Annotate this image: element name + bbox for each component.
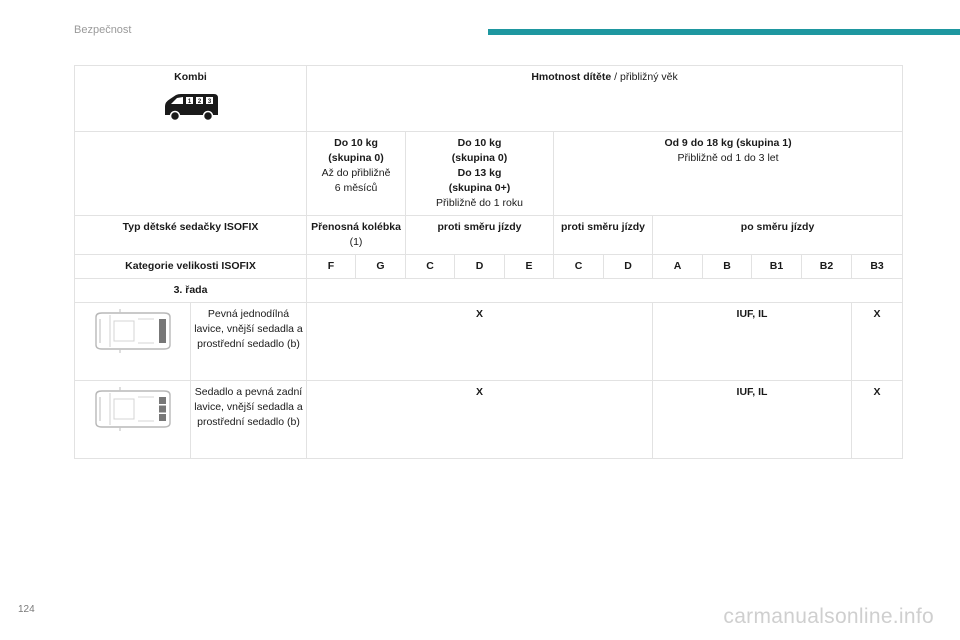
seat-compat-cell: IUF, IL [653,303,852,381]
child-weight-header [307,66,903,132]
group-1-cell [554,132,903,216]
weight-header-rest: / přibližný věk [611,71,678,83]
size-category-label: Kategorie velikosti ISOFIX [75,255,307,279]
seat-compat-cell: X [307,303,653,381]
size-category-cell: B2 [802,255,852,279]
row-3-label: 3. řada [75,279,307,303]
seat-compat-cell: X [307,381,653,459]
size-category-cell: C [554,255,604,279]
rear-facing-label-2: proti směru jízdy [554,216,653,255]
group-1-weight: Od 9 do 18 kg (skupina 1) [664,137,792,149]
group-1-age: Přibližně od 1 do 3 let [677,152,779,164]
size-category-cell: E [505,255,554,279]
size-category-cell: D [604,255,653,279]
section-title: Bezpečnost [74,24,132,36]
seat-type-label: Typ dětské sedačky ISOFIX [75,216,307,255]
empty-cell [75,132,307,216]
table-row [75,303,903,381]
group-0-age-2: 6 měsíců [334,182,378,194]
van-icon [162,93,220,123]
group-0plus-name-2: (skupina 0+) [448,182,511,194]
watermark-text: carmanualsonline.info [723,605,934,628]
weight-header-bold: Hmotnost dítěte [531,71,612,83]
seat-compat-cell: X [852,303,903,381]
seat-description: Pevná jednodílná lavice, vnější sedadla a prostřední sedadlo (b) [191,303,307,381]
forward-facing-label: po směru jízdy [653,216,903,255]
carrycot-label: Přenosná kolébka [311,221,401,233]
group-0-age-1: Až do přibližně [321,167,391,179]
group-0plus-weight-2: Do 13 kg [457,167,502,179]
size-category-cell: B [703,255,752,279]
size-category-cell: G [356,255,406,279]
size-category-cell: D [455,255,505,279]
group-0plus-cell [406,132,554,216]
header-accent-bar [488,29,960,35]
seat-compat-cell: X [852,381,903,459]
page-number: 124 [18,604,35,615]
rear-facing-label: proti směru jízdy [406,216,554,255]
size-category-cell: B3 [852,255,903,279]
svg-text:3: 3 [207,99,211,105]
seat-diagram-cell [75,381,191,459]
group-0plus-age: Přibližně do 1 roku [436,197,523,209]
group-0plus-name-1: (skupina 0) [451,152,508,164]
seat-compat-cell: IUF, IL [653,381,852,459]
size-category-cell: F [307,255,356,279]
group-0-cell [307,132,406,216]
size-category-cell: B1 [752,255,802,279]
vehicle-cell [75,66,307,132]
svg-text:2: 2 [197,99,201,105]
seat-description: Sedadlo a pevná zadní lavice, vnější sedadla a prostřední sedadlo (b) [191,381,307,459]
carrycot-note: (1) [349,236,363,248]
svg-text:1: 1 [187,99,191,105]
isofix-table [74,65,903,459]
table-row [75,381,903,459]
size-category-cell: C [406,255,455,279]
vehicle-label: Kombi [174,71,207,83]
empty-cell [307,279,903,303]
group-0-name: (skupina 0) [328,152,384,164]
seat-diagram-cell [75,303,191,381]
group-0-weight: Do 10 kg [334,137,378,149]
group-0plus-weight-1: Do 10 kg [457,137,502,149]
car-top-view-icon [90,309,176,353]
carrycot-cell [307,216,406,255]
size-category-cell: A [653,255,703,279]
car-top-view-icon [90,387,176,431]
